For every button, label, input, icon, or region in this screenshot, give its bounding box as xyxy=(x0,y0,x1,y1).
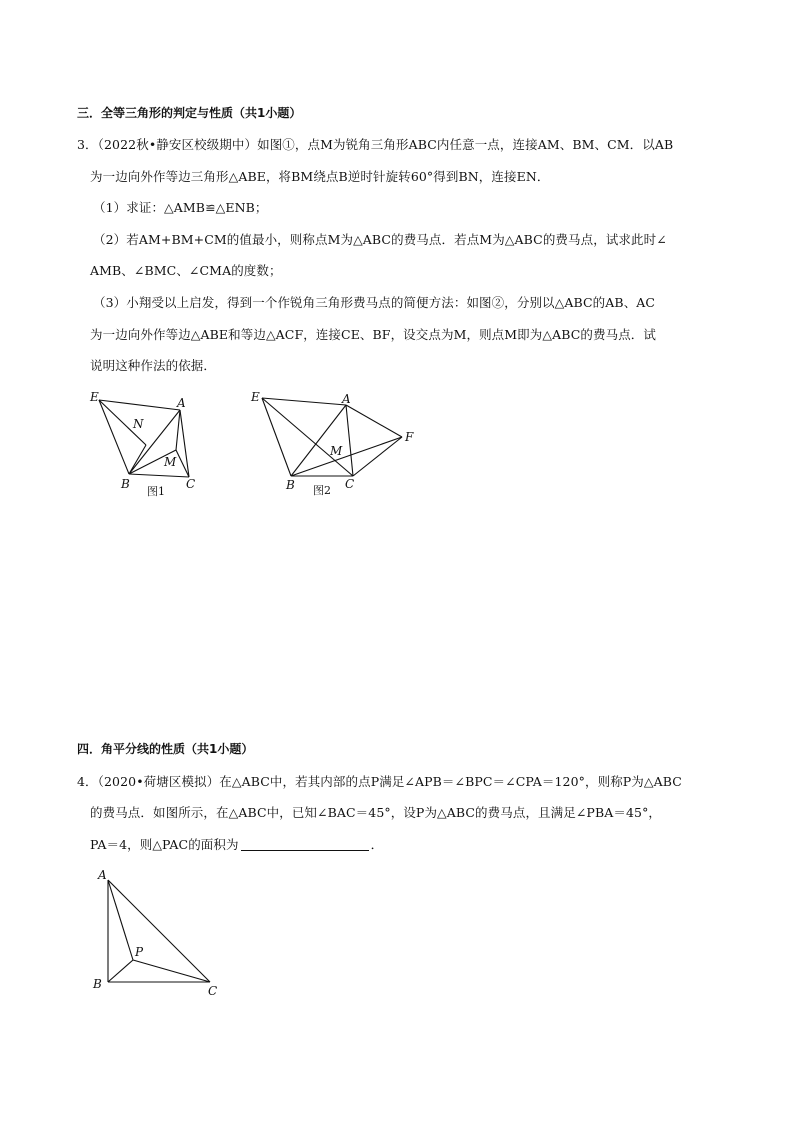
q3-line-6: （3）小翔受以上启发，得到一个作锐角三角形费马点的简便方法：如图②，分别以△ABC的AB、AC xyxy=(93,295,656,310)
fig2-caption: 图2 xyxy=(313,484,331,497)
fig2-label-e: E xyxy=(251,390,260,404)
fig2-label-a: A xyxy=(342,392,351,406)
fig2-label-c: C xyxy=(345,477,355,491)
fig1-label-n: N xyxy=(133,417,144,431)
q3-line-4: （2）若AM+BM+CM的值最小，则称点M为△ABC的费马点．若点M为△ABC的费马点，试求此时∠ xyxy=(93,232,667,247)
q3-line-3: （1）求证：△AMB≌△ENB； xyxy=(93,200,268,215)
q3-line-2: 为一边向外作等边三角形△ABE，将BM绕点B逆时针旋转60°得到BN，连接EN． xyxy=(90,169,550,184)
section-4-title: 四．角平分线的性质（共1小题） xyxy=(77,742,254,756)
fig2-label-f: F xyxy=(405,430,414,444)
q3-line-8: 说明这种作法的依据． xyxy=(90,358,217,373)
section-3-title: 三．全等三角形的判定与性质（共1小题） xyxy=(77,106,302,120)
fig1-label-c: C xyxy=(186,477,196,491)
q4-line-3-end: ． xyxy=(370,837,384,852)
q4-line-3-text: PA＝4，则△PAC的面积为 xyxy=(90,837,239,852)
figq4-label-c: C xyxy=(208,984,218,998)
fig1-label-m: M xyxy=(164,455,177,469)
figq4-label-b: B xyxy=(93,977,102,991)
fig2-label-m: M xyxy=(330,444,343,458)
fig1-label-a: A xyxy=(177,396,186,410)
fig1-caption: 图1 xyxy=(147,485,165,498)
fig1-label-b: B xyxy=(121,477,130,491)
q4-line-1: 4．（2020•荷塘区模拟）在△ABC中，若其内部的点P满足∠APB＝∠BPC＝∠CPA＝120°，则称P为△ABC xyxy=(77,774,682,789)
fig1-label-e: E xyxy=(90,390,99,404)
figq4-label-p: P xyxy=(135,945,144,959)
q3-line-5: AMB、∠BMC、∠CMA的度数； xyxy=(90,263,282,278)
q4-line-2: 的费马点．如图所示，在△ABC中，已知∠BAC＝45°，设P为△ABC的费马点，且满足∠PBA＝45°， xyxy=(90,805,662,820)
figq4-label-a: A xyxy=(98,868,107,882)
q3-line-7: 为一边向外作等边△ABE和等边△ACF，连接CE、BF，设交点为M，则点M即为△ABC的费马点．试 xyxy=(90,327,656,342)
q3-line-1: 3．（2022秋•静安区校级期中）如图①，点M为锐角三角形ABC内任意一点，连接AM、BM、CM．以AB xyxy=(77,137,674,152)
fig2-label-b: B xyxy=(286,478,295,492)
